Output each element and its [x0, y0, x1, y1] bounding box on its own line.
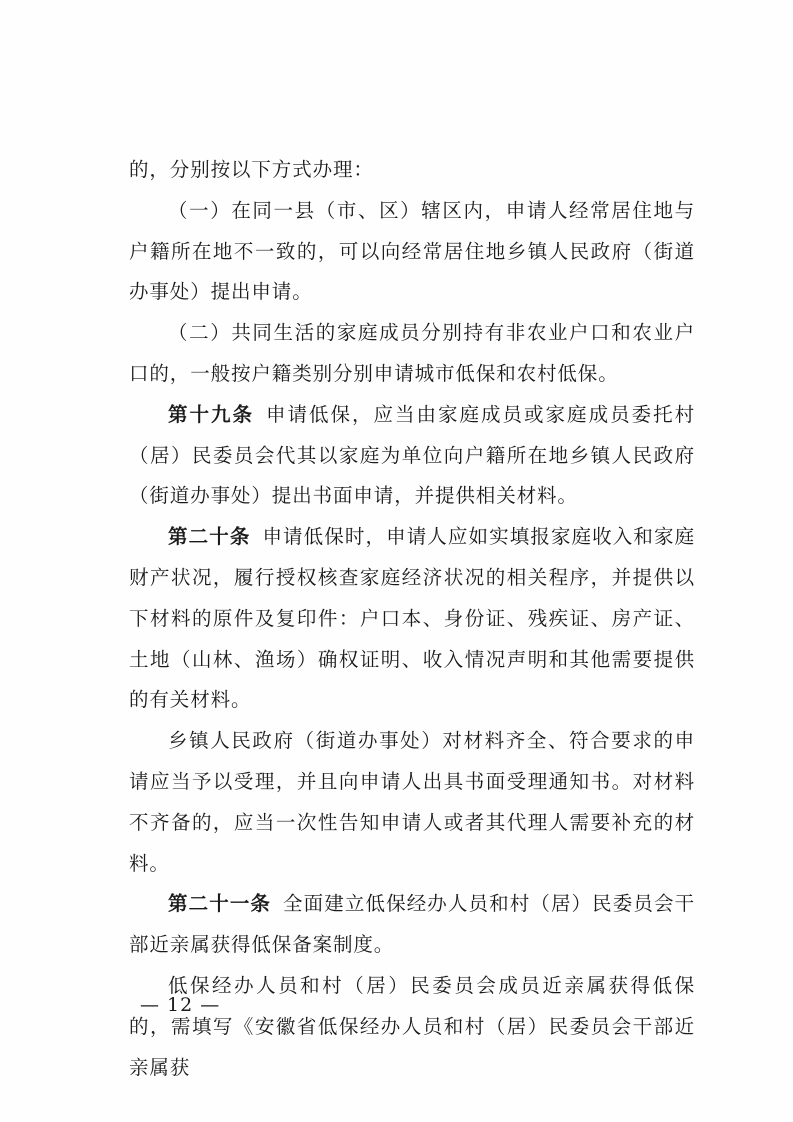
paragraph-3: [129, 313, 695, 395]
paragraph-text: 申请低保时，申请人应如实填报家庭收入和家庭财产状况，履行授权核查家庭经济状况的相关程序，并提供以下材料的原件及复印件：户口本、身份证、残疾证、房产证、土地（山林、渔场）确权证明、收入情况声明和其他需要提供的有关材料。: [129, 525, 695, 712]
paragraph-text: 的，分别按以下方式办理：: [129, 158, 374, 181]
paragraph-text: 全面建立低保经办人员和村（居）民委员会干部近亲属获得低保备案制度。: [129, 892, 695, 957]
page-number: — 12 —: [140, 994, 221, 1016]
paragraph-1: [129, 150, 695, 191]
article-20: [129, 517, 695, 721]
article-21: [129, 884, 695, 966]
paragraph-text: 申请低保，应当由家庭成员或家庭成员委托村（居）民委员会代其以家庭为单位向户籍所在地乡镇人民政府（街道办事处）提出书面申请，并提供相关材料。: [129, 402, 695, 508]
paragraph-text: 低保经办人员和村（居）民委员会成员近亲属获得低保的，需填写《安徽省低保经办人员和村（居）民委员会干部近亲属获: [129, 973, 695, 1079]
document-body: [129, 150, 695, 1088]
article-heading: 第十九条: [168, 402, 255, 426]
paragraph-text: （二）共同生活的家庭成员分别持有非农业户口和农业户口的，一般按户籍类别分别申请城市低保和农村低保。: [129, 321, 695, 385]
paragraph-8: [129, 966, 695, 1088]
paragraph-text: 乡镇人民政府（街道办事处）对材料齐全、符合要求的申请应当予以受理，并且向申请人出具书面受理通知书。对材料不齐备的，应当一次性告知申请人或者其代理人需要补充的材料。: [129, 729, 695, 875]
article-heading: 第二十一条: [168, 892, 272, 916]
paragraph-6: [129, 721, 695, 884]
paragraph-2: [129, 191, 695, 313]
article-heading: 第二十条: [168, 525, 251, 549]
article-19: [129, 395, 695, 517]
paragraph-text: （一）在同一县（市、区）辖区内，申请人经常居住地与户籍所在地不一致的，可以向经常居住地乡镇人民政府（街道办事处）提出申请。: [129, 198, 695, 304]
